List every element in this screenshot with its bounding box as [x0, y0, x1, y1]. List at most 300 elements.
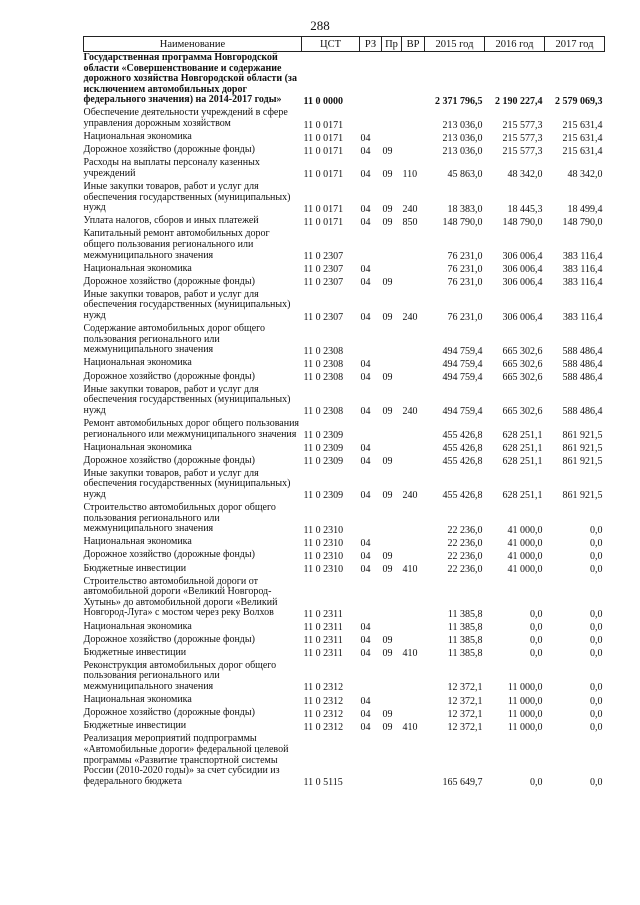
header-cst: ЦСТ [302, 37, 360, 52]
cell-y2015: 2 371 796,5 [435, 95, 483, 107]
cell-cst: 11 0 0171 [303, 216, 344, 228]
cell-rz: 04 [360, 264, 371, 276]
cell-pr: 09 [382, 708, 393, 720]
cell-y2017: 0,0 [590, 564, 603, 576]
cell-name: Национальная экономика [83, 620, 192, 632]
cell-rz: 04 [360, 564, 371, 576]
cell-cst: 11 0 2310 [303, 524, 344, 536]
table-row [84, 157, 605, 181]
cell-name: Дорожное хозяйство (дорожные фонды) [83, 707, 255, 719]
cell-cst: 11 0 2309 [303, 456, 344, 468]
table-row [84, 455, 605, 468]
cell-vr [402, 107, 425, 131]
cell-rz: 04 [360, 203, 371, 215]
cell-vr [402, 131, 425, 144]
cell-name: Реконструкция автомобильных дорог общего пользования регионального или межмуниципального значения [83, 659, 277, 692]
table-row [84, 107, 605, 131]
cell-name: Бюджетные инвестиции [83, 720, 187, 732]
table-row [84, 694, 605, 707]
cell-y2015: 76 231,0 [447, 251, 483, 263]
cell-y2015: 12 372,1 [447, 682, 483, 694]
cell-y2016: 628 251,1 [502, 490, 543, 502]
cell-y2015: 213 036,0 [442, 132, 483, 144]
cell-rz: 04 [360, 635, 371, 647]
table-row [84, 418, 605, 442]
cell-vr: 410 [402, 648, 418, 660]
cell-rz: 04 [360, 406, 371, 418]
cell-rz [360, 323, 382, 357]
cell-rz [360, 660, 382, 694]
cell-name: Иные закупки товаров, работ и услуг для обеспечения государственных (муниципальных) нужд [83, 288, 291, 322]
cell-rz: 04 [360, 721, 371, 733]
cell-name: Дорожное хозяйство (дорожные фонды) [83, 454, 255, 466]
cell-name: Национальная экономика [83, 262, 192, 274]
cell-name: Строительство автомобильных дорог общего пользования регионального или межмуниципального значения [83, 502, 276, 535]
cell-rz: 04 [360, 311, 371, 323]
cell-rz: 04 [360, 169, 371, 181]
cell-y2017: 0,0 [590, 622, 603, 633]
cell-vr: 240 [402, 406, 418, 418]
table-row [84, 181, 605, 215]
cell-rz: 04 [360, 648, 371, 660]
cell-y2015: 455 426,8 [442, 490, 483, 502]
cell-y2015: 11 385,8 [447, 608, 483, 620]
cell-name: Ремонт автомобильных дорог общего пользования регионального или межмуниципального значения [83, 417, 300, 440]
cell-name: Дорожное хозяйство (дорожные фонды) [83, 144, 255, 156]
table-row [84, 536, 605, 549]
cell-y2017: 383 116,4 [562, 251, 603, 263]
cell-rz [360, 107, 382, 131]
cell-y2017: 0,0 [590, 550, 603, 562]
cell-name: Дорожное хозяйство (дорожные фонды) [83, 275, 255, 287]
table-row [84, 52, 605, 108]
cell-y2015: 12 372,1 [447, 708, 483, 720]
table-row [84, 660, 605, 694]
cell-y2016: 0,0 [530, 648, 543, 660]
cell-vr [402, 276, 425, 289]
cell-y2015: 45 863,0 [447, 169, 483, 181]
cell-y2015: 76 231,0 [447, 264, 483, 276]
cell-rz [360, 52, 382, 108]
cell-rz: 04 [360, 358, 371, 370]
cell-cst: 11 0 2311 [303, 635, 343, 647]
cell-cst: 11 0 0171 [303, 169, 344, 181]
table-row [84, 502, 605, 536]
cell-y2016: 628 251,1 [502, 456, 543, 468]
cell-cst: 11 0 2308 [303, 406, 344, 418]
cell-y2016: 41 000,0 [507, 537, 543, 549]
cell-vr [402, 263, 425, 276]
cell-vr [402, 549, 425, 562]
cell-name: Расходы на выплаты персоналу казенных учреждений [83, 157, 260, 179]
cell-y2015: 12 372,1 [447, 695, 483, 707]
cell-rz: 04 [360, 708, 371, 720]
table-row [84, 647, 605, 660]
cell-vr [402, 660, 425, 694]
cell-y2015: 165 649,7 [442, 777, 483, 789]
cell-cst: 11 0 0171 [303, 145, 344, 157]
cell-vr [402, 228, 425, 262]
cell-y2016: 306 006,4 [502, 264, 543, 276]
cell-vr [402, 418, 425, 442]
table-row [84, 468, 605, 502]
cell-name: Дорожное хозяйство (дорожные фонды) [83, 633, 255, 645]
table-row [84, 276, 605, 289]
cell-vr [402, 707, 425, 720]
cell-y2017: 588 486,4 [562, 406, 603, 418]
cell-vr [402, 733, 425, 788]
cell-y2016: 0,0 [530, 622, 543, 633]
cell-cst: 11 0 0171 [303, 119, 344, 131]
table-row [84, 621, 605, 634]
cell-cst: 11 0 2309 [303, 443, 344, 455]
cell-y2016: 306 006,4 [502, 277, 543, 289]
cell-vr [402, 536, 425, 549]
cell-y2017: 383 116,4 [562, 277, 603, 289]
header-2015: 2015 год [425, 37, 485, 52]
cell-y2017: 0,0 [590, 721, 603, 733]
cell-pr [382, 323, 402, 357]
cell-pr: 09 [382, 648, 393, 660]
cell-name: Дорожное хозяйство (дорожные фонды) [83, 370, 255, 382]
cell-name: Дорожное хозяйство (дорожные фонды) [83, 549, 255, 561]
cell-name: Бюджетные инвестиции [83, 646, 187, 658]
cell-y2017: 2 579 069,3 [555, 95, 603, 107]
cell-pr [382, 131, 402, 144]
cell-y2015: 455 426,8 [442, 456, 483, 468]
cell-pr [382, 660, 402, 694]
cell-pr [382, 536, 402, 549]
cell-y2017: 0,0 [590, 648, 603, 660]
cell-pr: 09 [382, 277, 393, 289]
cell-pr: 09 [382, 216, 393, 228]
cell-y2017: 215 631,4 [562, 132, 603, 144]
cell-y2016: 306 006,4 [502, 311, 543, 323]
cell-y2017: 0,0 [590, 777, 603, 789]
cell-y2017: 148 790,0 [562, 216, 603, 228]
table-row [84, 357, 605, 370]
cell-pr: 09 [382, 203, 393, 215]
cell-name: Строительство автомобильной дороги от автомобильной дороги «Великий Новгород-Хутынь» до автомобильной дороги «Великий Новгород-Луга» с мостом через реку Волхов [83, 575, 278, 619]
cell-vr: 110 [402, 169, 418, 181]
cell-name: Национальная экономика [83, 441, 192, 453]
cell-y2015: 148 790,0 [442, 216, 483, 228]
cell-cst: 11 0 2307 [303, 251, 344, 263]
cell-y2017: 861 921,5 [562, 430, 603, 441]
cell-name: Национальная экономика [83, 131, 192, 143]
cell-cst: 11 0 2311 [303, 622, 343, 633]
cell-rz: 04 [360, 132, 371, 144]
cell-cst: 11 0 2307 [303, 264, 344, 276]
cell-cst: 11 0 2309 [303, 430, 344, 441]
cell-cst: 11 0 5115 [303, 777, 343, 789]
cell-y2016: 41 000,0 [507, 524, 543, 536]
cell-y2017: 383 116,4 [562, 264, 603, 276]
cell-y2016: 11 000,0 [507, 708, 543, 720]
cell-y2017: 0,0 [590, 695, 603, 707]
cell-pr: 09 [382, 550, 393, 562]
table-row [84, 384, 605, 418]
cell-y2017: 215 631,4 [562, 119, 603, 131]
cell-y2015: 18 383,0 [447, 203, 483, 215]
cell-y2017: 0,0 [590, 524, 603, 536]
header-2017: 2017 год [545, 37, 605, 52]
header-rz: РЗ [360, 37, 382, 52]
cell-y2016: 665 302,6 [502, 358, 543, 370]
cell-cst: 11 0 2312 [303, 708, 344, 720]
cell-name: Национальная экономика [83, 357, 192, 369]
header-2016: 2016 год [485, 37, 545, 52]
table-row [84, 215, 605, 228]
cell-name: Уплата налогов, сборов и иных платежей [83, 215, 259, 227]
cell-y2016: 11 000,0 [507, 682, 543, 694]
cell-y2017: 588 486,4 [562, 358, 603, 370]
cell-cst: 11 0 2310 [303, 537, 344, 549]
cell-y2015: 22 236,0 [447, 550, 483, 562]
cell-cst: 11 0 0171 [303, 203, 344, 215]
cell-rz: 04 [360, 443, 371, 455]
cell-name: Иные закупки товаров, работ и услуг для обеспечения государственных (муниципальных) нужд [83, 181, 291, 214]
cell-pr [382, 357, 402, 370]
cell-y2015: 494 759,4 [442, 372, 483, 384]
cell-vr: 410 [402, 721, 418, 733]
cell-name: Национальная экономика [83, 536, 192, 548]
cell-cst: 11 0 2308 [303, 358, 344, 370]
cell-vr [402, 442, 425, 455]
table-row [84, 733, 605, 788]
cell-y2016: 148 790,0 [502, 216, 543, 228]
cell-y2015: 11 385,8 [447, 622, 483, 633]
cell-name: Государственная программа Новгородской области «Совершенствование и содержание дорожного хозяйства Новгородской области (за исключением автомобильных дорог федерального значения) на 2014-2017 годы» [83, 52, 297, 106]
cell-rz: 04 [360, 277, 371, 289]
cell-y2017: 0,0 [590, 537, 603, 549]
cell-pr [382, 418, 402, 442]
table-row [84, 634, 605, 647]
cell-cst: 11 0 2311 [303, 608, 343, 620]
cell-y2017: 588 486,4 [562, 345, 603, 357]
cell-name: Реализация мероприятий подпрограммы «Автомобильные дороги» федеральной целевой программы «Развитие транспортной системы России (2010-2020 годы)» за счет субсидии из федерального бюджета [83, 733, 289, 787]
cell-vr [402, 144, 425, 157]
table-row [84, 144, 605, 157]
cell-y2016: 18 445,3 [507, 203, 543, 215]
cell-y2017: 0,0 [590, 708, 603, 720]
cell-pr [382, 263, 402, 276]
cell-name: Национальная экономика [83, 694, 192, 706]
cell-y2016: 41 000,0 [507, 564, 543, 576]
cell-cst: 11 0 2310 [303, 564, 344, 576]
cell-y2016: 48 342,0 [507, 169, 543, 181]
cell-vr [402, 323, 425, 357]
cell-name: Иные закупки товаров, работ и услуг для обеспечения государственных (муниципальных) нужд [83, 383, 291, 416]
cell-pr: 09 [382, 635, 393, 647]
cell-pr [382, 733, 402, 788]
table-row [84, 263, 605, 276]
cell-rz: 04 [360, 490, 371, 502]
table-row [84, 323, 605, 357]
cell-y2016: 628 251,1 [502, 430, 543, 441]
cell-vr [402, 621, 425, 634]
cell-y2015: 76 231,0 [447, 277, 483, 289]
cell-cst: 11 0 0000 [303, 95, 343, 107]
cell-y2017: 861 921,5 [562, 456, 603, 468]
cell-y2015: 455 426,8 [442, 430, 483, 441]
cell-cst: 11 0 2308 [303, 372, 344, 384]
cell-cst: 11 0 2307 [303, 311, 344, 323]
cell-rz [360, 228, 382, 262]
cell-pr [382, 107, 402, 131]
cell-vr: 240 [402, 203, 418, 215]
cell-cst: 11 0 2312 [303, 695, 344, 707]
cell-y2015: 76 231,0 [447, 311, 483, 323]
cell-y2017: 383 116,4 [562, 311, 603, 323]
cell-vr: 410 [402, 564, 418, 576]
cell-pr: 09 [382, 564, 393, 576]
table-header-row [84, 37, 605, 52]
cell-y2017: 215 631,4 [562, 145, 603, 157]
table-row [84, 563, 605, 576]
cell-y2017: 0,0 [590, 682, 603, 694]
cell-pr [382, 52, 402, 108]
cell-cst: 11 0 2310 [303, 550, 344, 562]
cell-rz: 04 [360, 145, 371, 157]
cell-pr: 09 [382, 372, 393, 384]
cell-vr: 850 [402, 216, 418, 228]
cell-y2015: 494 759,4 [442, 406, 483, 418]
cell-rz: 04 [360, 372, 371, 384]
cell-vr [402, 576, 425, 621]
cell-rz [360, 733, 382, 788]
cell-cst: 11 0 0171 [303, 132, 344, 144]
page-number: 288 [310, 18, 330, 33]
cell-cst: 11 0 2311 [303, 648, 343, 660]
cell-y2017: 588 486,4 [562, 372, 603, 384]
cell-y2016: 628 251,1 [502, 443, 543, 455]
header-vr: ВР [402, 37, 425, 52]
cell-y2017: 18 499,4 [567, 203, 603, 215]
cell-y2015: 22 236,0 [447, 524, 483, 536]
cell-cst: 11 0 2312 [303, 721, 344, 733]
cell-y2016: 215 577,3 [502, 132, 543, 144]
cell-y2015: 455 426,8 [442, 443, 483, 455]
cell-cst: 11 0 2308 [303, 345, 344, 357]
cell-y2017: 861 921,5 [562, 490, 603, 502]
table-row [84, 442, 605, 455]
cell-y2016: 306 006,4 [502, 251, 543, 263]
cell-pr [382, 228, 402, 262]
cell-y2016: 0,0 [530, 608, 543, 620]
cell-y2015: 12 372,1 [447, 721, 483, 733]
cell-pr [382, 621, 402, 634]
table-row [84, 720, 605, 733]
cell-name: Бюджетные инвестиции [83, 562, 187, 574]
cell-y2015: 213 036,0 [442, 145, 483, 157]
table-row [84, 289, 605, 323]
cell-cst: 11 0 2309 [303, 490, 344, 502]
cell-rz [360, 576, 382, 621]
cell-pr [382, 502, 402, 536]
cell-pr: 09 [382, 490, 393, 502]
cell-vr: 240 [402, 311, 418, 323]
cell-pr: 09 [382, 721, 393, 733]
cell-y2016: 11 000,0 [507, 695, 543, 707]
cell-name: Содержание автомобильных дорог общего пользования регионального или межмуниципального значения [83, 323, 266, 356]
cell-vr: 240 [402, 490, 418, 502]
cell-y2015: 11 385,8 [447, 635, 483, 647]
cell-pr: 09 [382, 406, 393, 418]
cell-y2016: 0,0 [530, 635, 543, 647]
cell-y2016: 2 190 227,4 [495, 95, 543, 107]
cell-pr [382, 442, 402, 455]
cell-rz: 04 [360, 216, 371, 228]
budget-table [83, 36, 605, 789]
table-body [84, 52, 605, 789]
cell-vr [402, 694, 425, 707]
cell-pr [382, 576, 402, 621]
cell-y2016: 665 302,6 [502, 406, 543, 418]
cell-y2015: 494 759,4 [442, 345, 483, 357]
cell-y2017: 861 921,5 [562, 443, 603, 455]
table-row [84, 549, 605, 562]
cell-y2017: 0,0 [590, 635, 603, 647]
cell-y2016: 215 577,3 [502, 119, 543, 131]
cell-rz [360, 502, 382, 536]
cell-y2017: 48 342,0 [567, 169, 603, 181]
cell-y2015: 22 236,0 [447, 537, 483, 549]
cell-rz: 04 [360, 537, 371, 549]
cell-y2016: 0,0 [530, 777, 543, 789]
cell-y2016: 41 000,0 [507, 550, 543, 562]
cell-name: Капитальный ремонт автомобильных дорог общего пользования регионального или межмуниципального значения [83, 228, 270, 261]
header-name: Наименование [84, 37, 302, 52]
table-row [84, 131, 605, 144]
cell-y2016: 665 302,6 [502, 372, 543, 384]
cell-y2016: 215 577,3 [502, 145, 543, 157]
header-pr: Пр [382, 37, 402, 52]
table-row [84, 576, 605, 621]
cell-vr [402, 455, 425, 468]
cell-pr: 09 [382, 145, 393, 157]
cell-name: Иные закупки товаров, работ и услуг для обеспечения государственных (муниципальных) нужд [83, 467, 291, 500]
cell-vr [402, 371, 425, 384]
cell-vr [402, 634, 425, 647]
cell-rz: 04 [360, 622, 371, 633]
cell-rz: 04 [360, 456, 371, 468]
cell-vr [402, 502, 425, 536]
table-row [84, 707, 605, 720]
cell-rz: 04 [360, 550, 371, 562]
cell-cst: 11 0 2312 [303, 682, 344, 694]
cell-y2017: 0,0 [590, 608, 603, 620]
cell-vr [402, 52, 425, 108]
cell-pr: 09 [382, 456, 393, 468]
table-row [84, 371, 605, 384]
cell-vr [402, 357, 425, 370]
cell-y2016: 11 000,0 [507, 721, 543, 733]
cell-y2015: 11 385,8 [447, 648, 483, 660]
cell-pr: 09 [382, 311, 393, 323]
cell-y2015: 213 036,0 [442, 119, 483, 131]
table-row [84, 228, 605, 262]
cell-pr: 09 [382, 169, 393, 181]
cell-pr [382, 694, 402, 707]
cell-y2015: 494 759,4 [442, 358, 483, 370]
cell-rz [360, 418, 382, 442]
cell-cst: 11 0 2307 [303, 277, 344, 289]
cell-y2016: 665 302,6 [502, 345, 543, 357]
cell-name: Обеспечение деятельности учреждений в сфере управления дорожным хозяйством [83, 107, 288, 130]
cell-y2015: 22 236,0 [447, 564, 483, 576]
cell-rz: 04 [360, 695, 371, 707]
